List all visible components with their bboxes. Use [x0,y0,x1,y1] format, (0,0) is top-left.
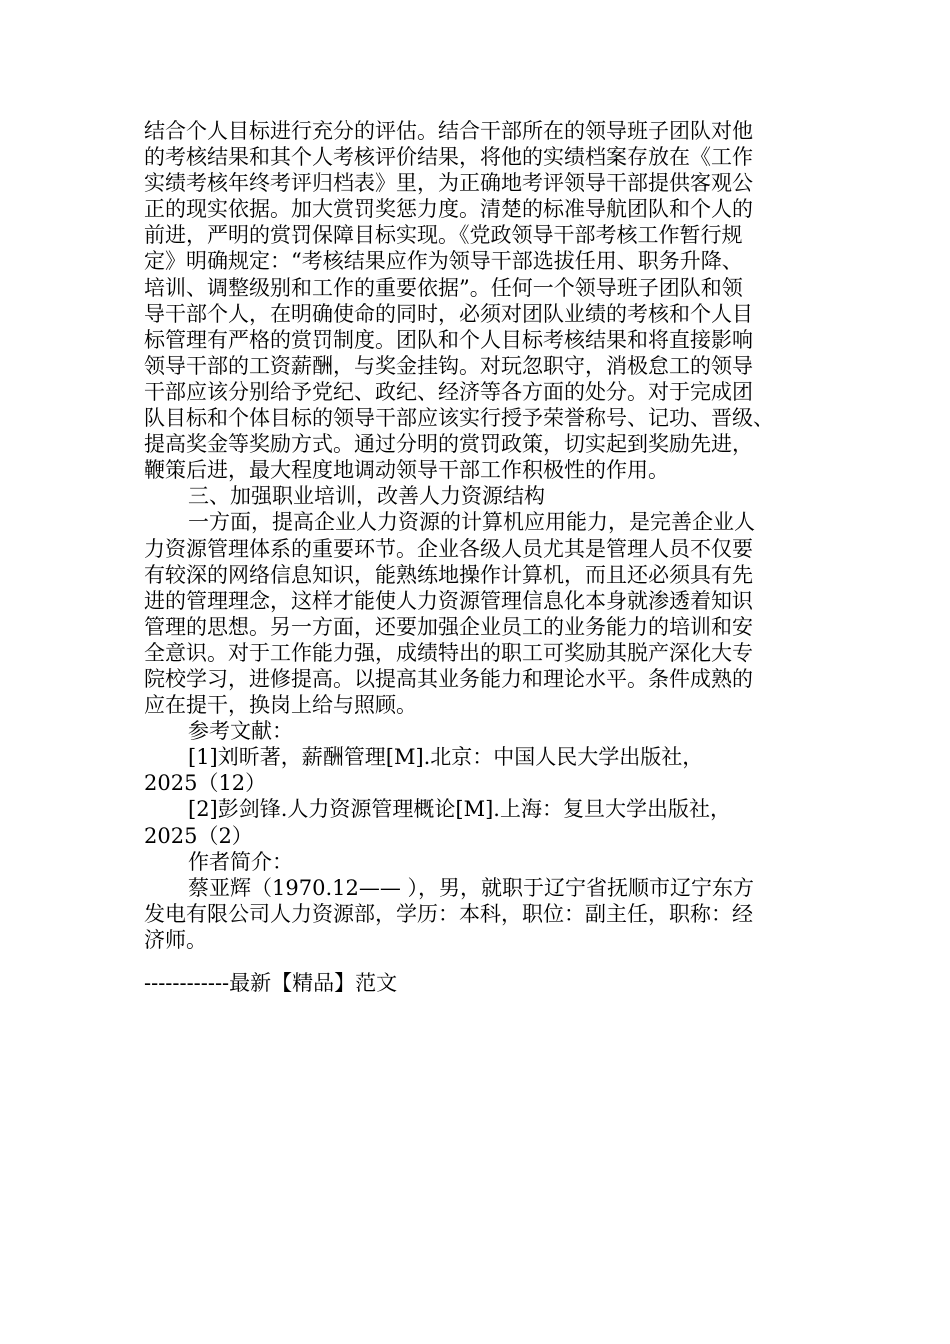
text-line: 提高奖金等奖励方式。通过分明的赏罚政策，切实起到奖励先进， [144,432,753,457]
text-line: 全意识。对于工作能力强，成绩特出的职工可奖励其脱产深化大专 [144,640,753,665]
text-line: 的考核结果和其个人考核评价结果，将他的实绩档案存放在《工作 [144,145,753,170]
text-line: 进的管理理念，这样才能使人力资源管理信息化本身就渗透着知识 [144,588,753,613]
text-line: 2025（12） [144,771,267,796]
footer-text: ------------最新【精品】范文 [144,971,398,995]
text-line: 三、加强职业培训，改善人力资源结构 [188,484,545,509]
text-line: 导干部个人，在明确使命的同时，必须对团队业绩的考核和个人目 [144,301,753,326]
text-line: 定》明确规定：“考核结果应作为领导干部选拔任用、职务升降、 [144,249,743,274]
text-line: 力资源管理体系的重要环节。企业各级人员尤其是管理人员不仅要 [144,536,753,561]
text-line: 济师。 [144,927,207,952]
text-line: 发电有限公司人力资源部，学历：本科，职位：副主任，职称：经 [144,901,753,926]
text-line: 干部应该分别给予党纪、政纪、经济等各方面的处分。对于完成团 [144,379,753,404]
text-line: 管理的思想。另一方面，还要加强企业员工的业务能力的培训和安 [144,614,753,639]
text-line: [1]刘昕著，薪酬管理[M].北京：中国人民大学出版社， [188,745,704,770]
text-line: 培训、调整级别和工作的重要依据”。任何一个领导班子团队和领 [144,275,743,300]
text-line: 正的现实依据。加大赏罚奖惩力度。清楚的标准导航团队和个人的 [144,197,753,222]
document-body [144,118,809,953]
text-line: 一方面，提高企业人力资源的计算机应用能力，是完善企业人 [188,510,755,535]
text-line: 队目标和个体目标的领导干部应该实行授予荣誉称号、记功、晋级、 [144,406,774,431]
text-line: 参考文献： [188,719,293,744]
text-line: 结合个人目标进行充分的评估。结合干部所在的领导班子团队对他 [144,119,753,143]
text-line: 前进，严明的赏罚保障目标实现。《党政领导干部考核工作暂行规 [144,223,743,248]
text-line: 应在提干，换岗上给与照顾。 [144,693,417,718]
text-line: 2025（2） [144,823,253,848]
text-line: 实绩考核年终考评归档表》里，为正确地考评领导干部提供客观公 [144,171,753,196]
text-line: [2]彭剑锋.人力资源管理概论[M].上海：复旦大学出版社， [188,797,731,822]
text-line: 领导干部的工资薪酬，与奖金挂钩。对玩忽职守，消极怠工的领导 [144,353,753,378]
text-line: 作者简介： [188,849,293,874]
text-line: 蔡亚辉（1970.12—— ），男，就职于辽宁省抚顺市辽宁东方 [188,875,755,900]
text-line: 标管理有严格的赏罚制度。团队和个人目标考核结果和将直接影响 [144,327,753,352]
text-line: 鞭策后进，最大程度地调动领导干部工作积极性的作用。 [144,458,669,483]
text-line: 有较深的网络信息知识，能熟练地操作计算机，而且还必须具有先 [144,562,753,587]
text-line: 院校学习，进修提高。以提高其业务能力和理论水平。条件成熟的 [144,666,753,691]
